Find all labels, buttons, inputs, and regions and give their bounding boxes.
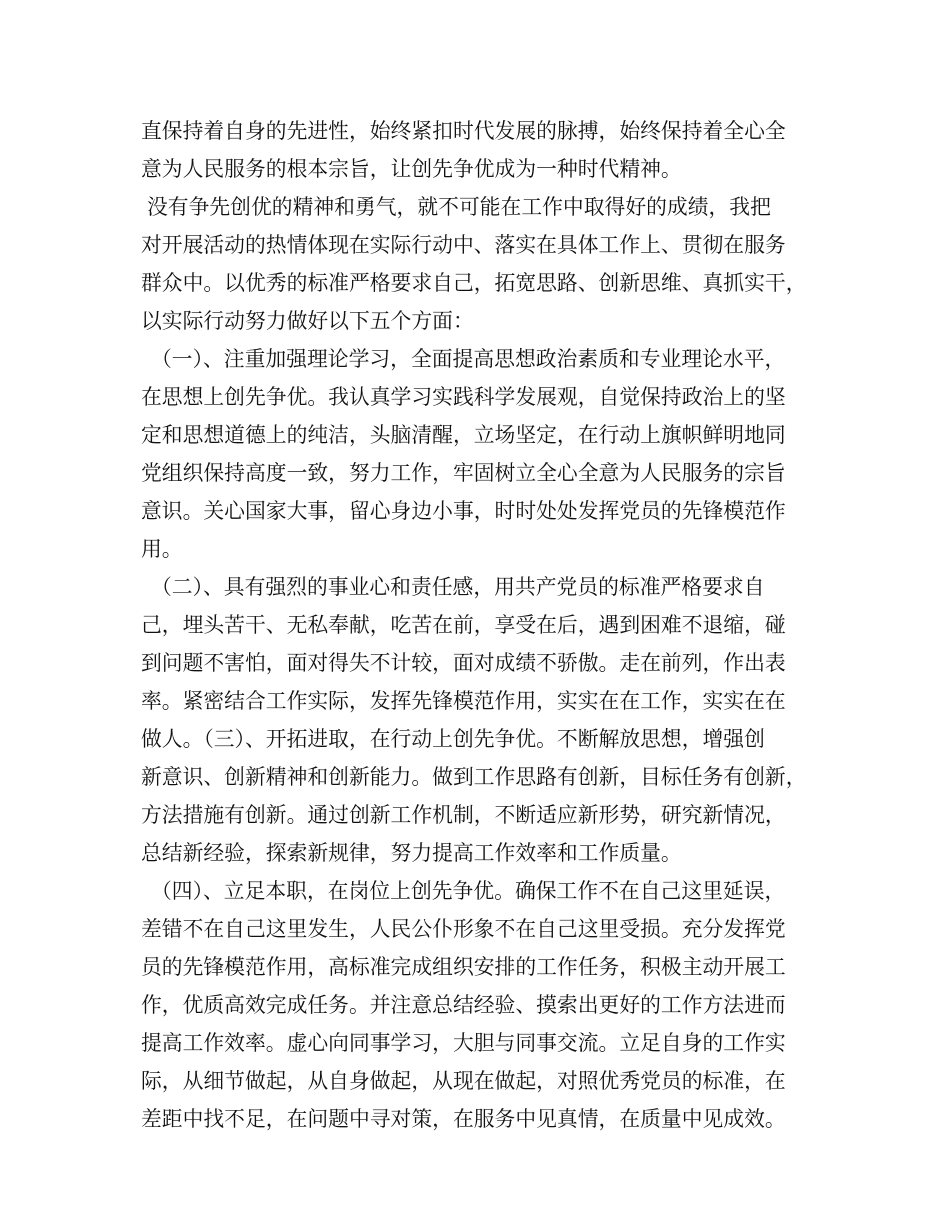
text-line: （一）、注重加强理论学习，全面提高思想政治素质和专业理论水平， (151, 347, 786, 371)
text-line: 用。 (141, 537, 183, 561)
text-line: （四）、立足本职，在岗位上创先争优。确保工作不在自己这里延误， (151, 879, 786, 903)
text-line: 方法措施有创新。通过创新工作机制，不断适应新形势，研究新情况， (141, 803, 786, 827)
text-line: 总结新经验，探索新规律，努力提高工作效率和工作质量。 (141, 841, 682, 865)
text-line: 直保持着自身的先进性，始终紧扣时代发展的脉搏，始终保持着全心全 (141, 119, 786, 143)
text-line: 己，埋头苦干、无私奉献，吃苦在前，享受在后，遇到困难不退缩，碰 (141, 613, 786, 637)
text-line: 提高工作效率。虚心向同事学习，大胆与同事交流。立足自身的工作实 (141, 1031, 786, 1055)
text-line: 作，优质高效完成任务。并注意总结经验、摸索出更好的工作方法进而 (141, 993, 786, 1017)
text-line: 没有争先创优的精神和勇气，就不可能在工作中取得好的成绩，我把 (147, 195, 771, 219)
text-line: 做人。（三）、开拓进取，在行动上创先争优。不断解放思想，增强创 (141, 727, 765, 751)
text-line: 定和思想道德上的纯洁，头脑清醒，立场坚定，在行动上旗帜鲜明地同 (141, 423, 786, 447)
text-line: 意识。关心国家大事，留心身边小事，时时处处发挥党员的先锋模范作 (141, 499, 786, 523)
document-body (141, 112, 827, 1138)
text-line: （二）、具有强烈的事业心和责任感，用共产党员的标准严格要求自 (151, 575, 765, 599)
text-line: 以实际行动努力做好以下五个方面： (141, 309, 474, 333)
text-line: 群众中。以优秀的标准严格要求自己，拓宽思路、创新思维、真抓实干， (141, 271, 807, 295)
text-line: 差距中找不足，在问题中寻对策，在服务中见真情，在质量中见成效。 (141, 1107, 786, 1131)
text-line: 率。紧密结合工作实际，发挥先锋模范作用，实实在在工作，实实在在 (141, 689, 786, 713)
text-line: 对开展活动的热情体现在实际行动中、落实在具体工作上、贯彻在服务 (141, 233, 786, 257)
text-line: 新意识、创新精神和创新能力。做到工作思路有创新，目标任务有创新， (141, 765, 807, 789)
text-line: 党组织保持高度一致，努力工作，牢固树立全心全意为人民服务的宗旨 (141, 461, 786, 485)
text-line: 意为人民服务的根本宗旨，让创先争优成为一种时代精神。 (141, 157, 682, 181)
text-line: 到问题不害怕，面对得失不计较，面对成绩不骄傲。走在前列，作出表 (141, 651, 786, 675)
text-line: 际，从细节做起，从自身做起，从现在做起，对照优秀党员的标准，在 (141, 1069, 786, 1093)
text-line: 员的先锋模范作用，高标准完成组织安排的工作任务，积极主动开展工 (141, 955, 786, 979)
text-line: 在思想上创先争优。我认真学习实践科学发展观，自觉保持政治上的坚 (141, 385, 786, 409)
text-line: 差错不在自己这里发生，人民公仆形象不在自己这里受损。充分发挥党 (141, 917, 786, 941)
